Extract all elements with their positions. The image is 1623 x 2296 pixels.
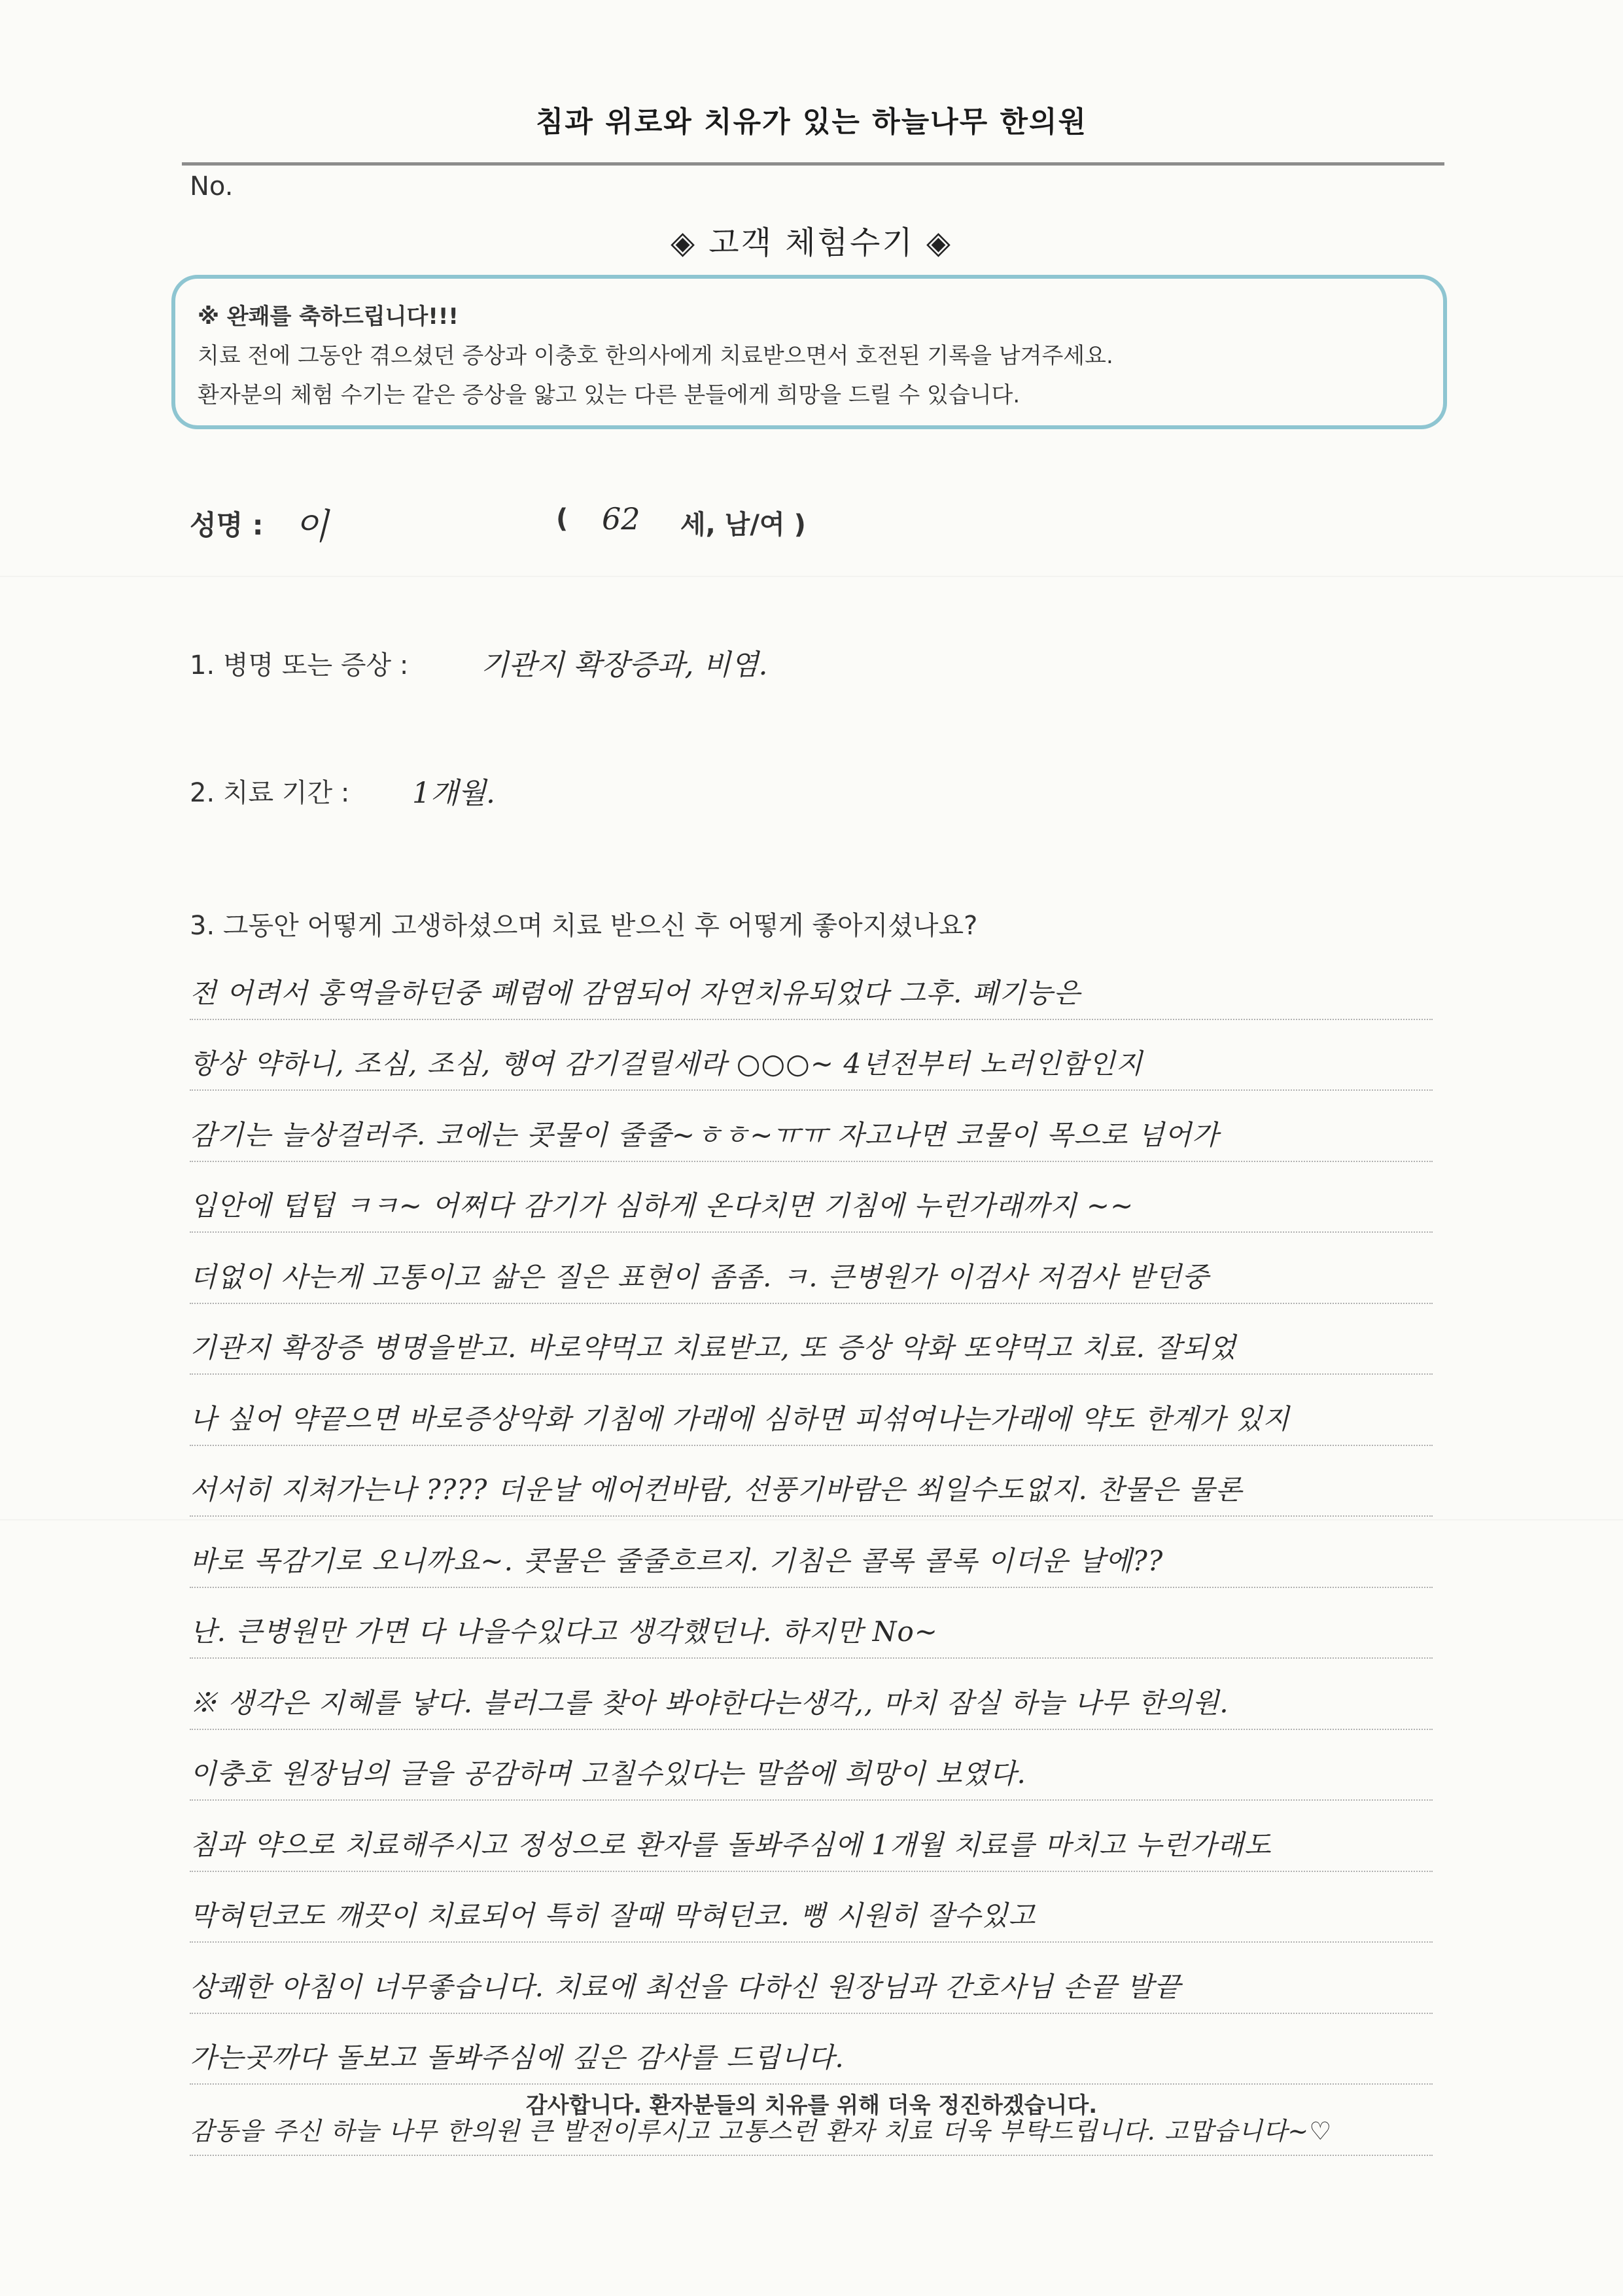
answer-line	[190, 1588, 1433, 1659]
answer-text: 감기는 늘상걸러주. 코에는 콧물이 줄줄~ㅎㅎ~ㅠㅠ 자고나면 코물이 목으로 넘어가	[190, 1118, 1219, 1151]
clinic-title: 침과 위로와 치유가 있는 하늘나무 한의원	[535, 105, 1088, 139]
form-number-label: No.	[190, 171, 234, 202]
answer-text: 전 어려서 홍역을하던중 폐렴에 감염되어 자연치유되었다 그후. 폐기능은	[190, 976, 1081, 1009]
answer-line	[190, 1943, 1433, 2014]
answer-text: ※ 생각은 지혜를 낳다. 블러그를 찾아 봐야한다는생각,, 마치 잠실 하늘 나무 한의원.	[190, 1686, 1229, 1719]
answer-line	[190, 1375, 1433, 1446]
name-label: 성명 :	[190, 509, 264, 541]
q3-answer-area	[190, 949, 1433, 2156]
footer-thanks: 감사합니다. 환자분들의 치유를 위해 더욱 정진하겠습니다.	[525, 2093, 1098, 2119]
answer-text: 난. 큰병원만 가면 다 나을수있다고 생각했던나. 하지만 No~	[190, 1616, 938, 1648]
answer-text: 나 싶어 약끝으면 바로증상악화 기침에 가래에 심하면 피섞여나는가래에 약도 한계가 있지	[190, 1402, 1290, 1435]
answer-line	[190, 1446, 1433, 1517]
age-gender-label: 세, 남/여 )	[680, 510, 806, 540]
answer-line	[190, 949, 1433, 1020]
answer-line	[190, 1730, 1433, 1801]
answer-line	[190, 1020, 1433, 1091]
answer-text: 더없이 사는게 고통이고 삶은 질은 표현이 좀좀. ㅋ. 큰병원가 이검사 저검사 받던중	[190, 1260, 1210, 1293]
answer-text: 기관지 확장증 병명을받고. 바로약먹고 치료받고, 또 증상 악화 또약먹고 치료. 잘되었	[190, 1332, 1237, 1364]
answer-line	[190, 1233, 1433, 1304]
answer-text: 입안에 텁텁 ㅋㅋ~ 어쩌다 감기가 심하게 온다치면 기침에 누런가래까지 ~~	[190, 1190, 1134, 1222]
q1-label: 1. 병명 또는 증상 :	[190, 650, 409, 680]
name-value: 이	[294, 506, 329, 547]
notice-box	[171, 275, 1447, 429]
answer-line	[190, 2014, 1433, 2085]
answer-line	[190, 1517, 1433, 1588]
answer-line	[190, 1304, 1433, 1375]
answer-line	[190, 1659, 1433, 1730]
form-title: ◈ 고객 체험수기 ◈	[671, 224, 952, 261]
answer-line	[190, 1801, 1433, 1872]
age-value: 62	[602, 501, 640, 537]
answer-text: 침과 약으로 치료해주시고 정성으로 환자를 돌봐주심에 1개월 치료를 마치고 누런가래도	[190, 1828, 1272, 1861]
q2-answer: 1개월.	[412, 777, 495, 810]
paper-fold	[0, 576, 1623, 578]
notice-line: 치료 전에 그동안 겪으셨던 증상과 이충호 한의사에게 치료받으면서 호전된 기록을 남겨주세요.	[198, 343, 1113, 369]
answer-text: 서서히 지쳐가는나 ???? 더운날 에어컨바람, 선풍기바람은 쐬일수도없지. 찬물은 물론	[190, 1474, 1243, 1506]
notice-line: 환자분의 체험 수기는 같은 증상을 앓고 있는 다른 분들에게 희망을 드릴 수 있습니다.	[198, 382, 1021, 408]
answer-text: 이충호 원장님의 글을 공감하며 고칠수있다는 말씀에 희망이 보였다.	[190, 1757, 1026, 1790]
answer-line	[190, 1162, 1433, 1233]
answer-text: 가는곳까다 돌보고 돌봐주심에 깊은 감사를 드립니다.	[190, 2041, 845, 2074]
notice-heading: ※ 완쾌를 축하드립니다!!!	[198, 304, 459, 330]
answer-line	[190, 1091, 1433, 1162]
q2-label: 2. 치료 기간 :	[190, 778, 350, 808]
answer-text: 상쾌한 아침이 너무좋습니다. 치료에 최선을 다하신 원장님과 간호사님 손끝 발끝	[190, 1970, 1181, 2003]
q1-answer: 기관지 확장증과, 비염.	[481, 648, 768, 682]
answer-line	[190, 1872, 1433, 1943]
answer-text: 바로 목감기로 오니까요~. 콧물은 줄줄흐르지. 기침은 콜록 콜록 이더운 날에??	[190, 1544, 1164, 1577]
answer-text: 항상 약하니, 조심, 조심, 행여 감기걸릴세라 ○○○~ 4년전부터 노러인함인지	[190, 1048, 1143, 1080]
age-open-paren: (	[556, 504, 568, 534]
q3-label: 3. 그동안 어떻게 고생하셨으며 치료 받으신 후 어떻게 좋아지셨나요?	[190, 911, 978, 941]
header-divider	[182, 162, 1444, 166]
answer-text: 감동을 주신 하늘 나무 한의원 큰 발전이루시고 고통스런 환자 치료 더욱 부탁드립니다. 고맙습니다~♡	[190, 2116, 1333, 2146]
answer-text: 막혀던코도 깨끗이 치료되어 특히 잘때 막혀던코. 뻥 시원히 잘수있고	[190, 1899, 1036, 1932]
